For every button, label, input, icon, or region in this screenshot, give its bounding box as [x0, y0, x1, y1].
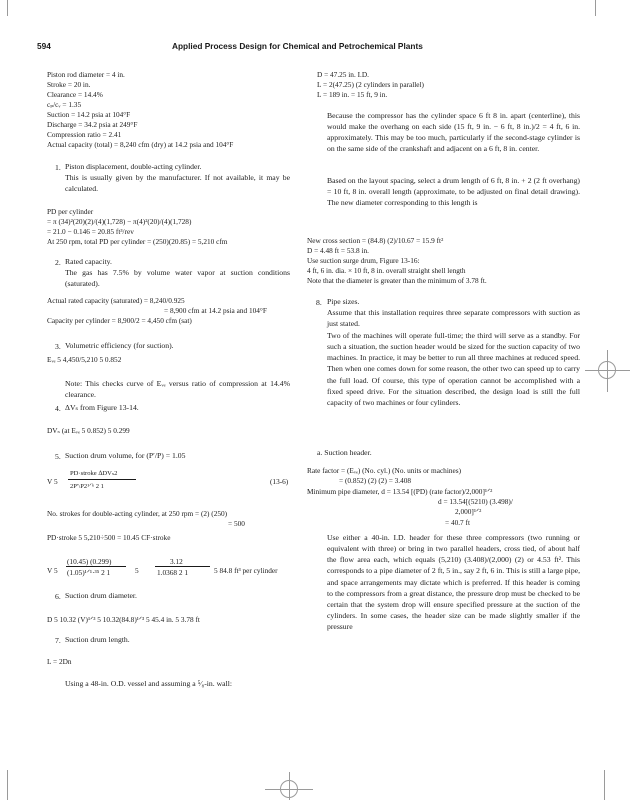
calc-line: = 500 — [228, 519, 245, 528]
fraction-denominator: (1.05)¹ᐟ¹·³⁵ 2 1 — [67, 568, 111, 577]
fraction-numerator: 3.12 — [170, 557, 183, 566]
subsection-heading: a. Suction header. — [317, 448, 372, 457]
item-number: 5. — [55, 452, 61, 461]
registration-mark-right — [598, 361, 616, 379]
item-number: 2. — [55, 258, 61, 267]
calc-line: PD per cylinder — [47, 207, 94, 216]
paragraph: Use either a 40-in. I.D. header for these three compressors (two running or equivalent with three) or bring in two parallel headers, cross tied, of about half the flow area each, which equals (5,210) (3.408)/(2,000) (2) or 4.53 ft². This corresponds to a pipe diameter of 2 ft, 5 in., say 2 ft, 6 in. This is still a large pipe, and space arrangements may dictate which is preferred. If this header is coming to the compressors from a great distance, the pressure drop must be checked to be certain that the system drop will ensure specified pressure at the suction of the cylinders. In some cases, the header size can be made slightly smaller if the pressure — [327, 533, 580, 632]
calc-line: PD·stroke 5 5,210÷500 = 10.45 CF·stroke — [47, 533, 171, 542]
body-text: Using a 48-in. O.D. vessel and assuming a ⁵⁄₈-in. wall: — [65, 679, 232, 688]
item-number: 4. — [55, 404, 61, 413]
item-number: 8. — [316, 298, 322, 307]
item-title: Rated capacity. — [65, 257, 112, 266]
calc-line: Use suction surge drum, Figure 13-16: — [307, 256, 420, 265]
fraction-denominator: 2P′\P2¹ᐟᵏ 2 1 — [70, 483, 104, 490]
calc-line: Minimum pipe diameter, d = 13.54 [(PD) (rate factor)/2,000]¹ᐟ² — [307, 487, 493, 496]
item-number: 3. — [55, 342, 61, 351]
paragraph: Two of the machines will operate full-time; the third will serve as a standby. For such a situation, the suction header would be sized for the suction capacity of two machines. In practice, it may be better to run all three machines at reduced speed. Then when one comes down for some reason, the other two can speed up to carry the full load. Of course, this type of operation cannot be accomplished with a fixed speed drive. For the situation described, the design load is still the full capacity of two machines or four cylinders. — [327, 331, 580, 407]
registration-mark-bottom — [280, 780, 298, 798]
calc-line: At 250 rpm, total PD per cylinder = (250)(20.85) = 5,210 cfm — [47, 237, 228, 246]
calc-line: = (0.852) (2) (2) = 3.408 — [339, 476, 412, 485]
paragraph: Because the compressor has the cylinder space 6 ft 8 in. apart (centerline), this would make the overhang on each side (15 ft, 9 in. − 6 ft, 8 in.)/2 = 4 ft, 6 in. approximately. This may be too much, particularly if the second-stage cylinder is on the same side of the crankshaft and adjacent on a 6 ft, 8 in. center. — [327, 111, 580, 154]
item-number: 6. — [55, 592, 61, 601]
calc-line: 2,000]¹ᐟ² — [455, 507, 482, 516]
calc-line: New cross section = (84.8) (2)/10.67 = 15.9 ft² — [307, 236, 444, 245]
crop-mark-bottom-left — [7, 770, 8, 800]
spec-line: Stroke = 20 in. — [47, 80, 91, 89]
paragraph: Based on the layout spacing, select a drum length of 6 ft, 8 in. + 2 (2 ft overhang) = 10 ft, 8 in. overall length (approximate, to be adjusted on final detail drawing). The new diameter corresponding to this length is — [327, 176, 580, 208]
spec-line: Piston rod diameter = 4 in. — [47, 70, 125, 79]
calc-line: Capacity per cylinder = 8,900/2 = 4,450 cfm (sat) — [47, 316, 192, 325]
paragraph: Assume that this installation requires three separate compressors with suction as just stated. — [327, 308, 580, 329]
calc-line: = 8,900 cfm at 14.2 psia and 104°F — [164, 306, 267, 315]
equation-number: (13-6) — [270, 477, 289, 486]
equals-sign: 5 — [135, 566, 139, 575]
crop-mark-bottom-right — [604, 770, 605, 800]
spec-line: Actual capacity (total) = 8,240 cfm (dry) at 14.2 psia and 104°F — [47, 140, 234, 149]
crop-mark-top-left — [7, 0, 8, 16]
calc-line: No. strokes for double-acting cylinder, at 250 rpm = (2) (250) — [47, 509, 228, 518]
item-title: Suction drum diameter. — [65, 591, 137, 600]
spec-line: Compression ratio = 2.41 — [47, 130, 122, 139]
calc-line: = 40.7 ft — [445, 518, 470, 527]
fraction-numerator: (10.45) (0.299) — [67, 557, 112, 566]
fraction-bar — [155, 566, 210, 567]
equation-lhs: V 5 — [47, 477, 58, 486]
item-title: Suction drum length. — [65, 635, 130, 644]
calc-line: = 21.0 − 0.146 = 20.85 ft³/rev — [47, 227, 134, 236]
calc-line: D = 4.48 ft = 53.8 in. — [307, 246, 369, 255]
fraction-denominator: 1.0368 2 1 — [157, 568, 189, 577]
item-number: 7. — [55, 636, 61, 645]
crop-mark-top-right — [595, 0, 596, 16]
page-number: 594 — [37, 41, 51, 51]
spec-line: Suction = 14.2 psia at 104°F — [47, 110, 131, 119]
calc-line: 4 ft, 6 in. dia. × 10 ft, 8 in. overall straight shell length — [307, 266, 466, 275]
equation: D 5 10.32 (V)¹ᐟ³ 5 10.32(84.8)¹ᐟ³ 5 45.4 in. 5 3.78 ft — [47, 615, 200, 624]
running-title: Applied Process Design for Chemical and Petrochemical Plants — [172, 41, 423, 51]
calc-line: Actual rated capacity (saturated) = 8,240/0.925 — [47, 296, 185, 305]
item-title: Suction drum volume, for (P′/P) = 1.05 — [65, 451, 186, 460]
equation: Eᵥₑ 5 4,450/5,210 5 0.852 — [47, 355, 122, 364]
item-title: Pipe sizes. — [327, 297, 360, 306]
item-body: The gas has 7.5% by volume water vapor at suction conditions (saturated). — [65, 268, 290, 289]
dimension-line: L = 2(47.25) (2 cylinders in parallel) — [317, 80, 424, 89]
fraction-bar — [66, 566, 126, 567]
equation: L = 2Dn — [47, 657, 72, 666]
spec-line: Discharge = 34.2 psia at 249°F — [47, 120, 138, 129]
item-title: ΔVₛ from Figure 13-14. — [65, 403, 139, 412]
item-body: This is usually given by the manufacturer. If not available, it may be calculated. — [65, 173, 290, 194]
note-text: Note: This checks curve of Eᵥₑ versus ratio of compression at 14.4% clearance. — [65, 379, 290, 400]
equation-lhs: V 5 — [47, 566, 58, 575]
item-title: Volumetric efficiency (for suction). — [65, 341, 174, 350]
item-title: Piston displacement, double-acting cylinder. — [65, 162, 202, 171]
dimension-line: D = 47.25 in. I.D. — [317, 70, 369, 79]
spec-line: cₚ/cᵥ = 1.35 — [47, 100, 82, 109]
fraction-bar — [68, 479, 136, 480]
item-number: 1. — [55, 163, 61, 172]
calc-line: Note that the diameter is greater than the minimum of 3.78 ft. — [307, 276, 487, 285]
calc-line: Rate factor = (Eᵥₑ) (No. cyl.) (No. units or machines) — [307, 466, 462, 475]
spec-line: Clearance = 14.4% — [47, 90, 103, 99]
equation: DVₛ (at Eᵥₑ 5 0.852) 5 0.299 — [47, 426, 130, 435]
dimension-line: L = 189 in. = 15 ft, 9 in. — [317, 90, 388, 99]
calc-line: d = 13.54[(5210) (3.498)/ — [438, 497, 513, 506]
calc-line: = π (34)²(20)(2)/(4)(1,728) − π(4)²(20)/(4)(1,728) — [47, 217, 192, 226]
fraction-numerator: PD·stroke ∆DVₛ2 — [70, 470, 118, 477]
result: 5 84.8 ft³ per cylinder — [214, 566, 278, 575]
